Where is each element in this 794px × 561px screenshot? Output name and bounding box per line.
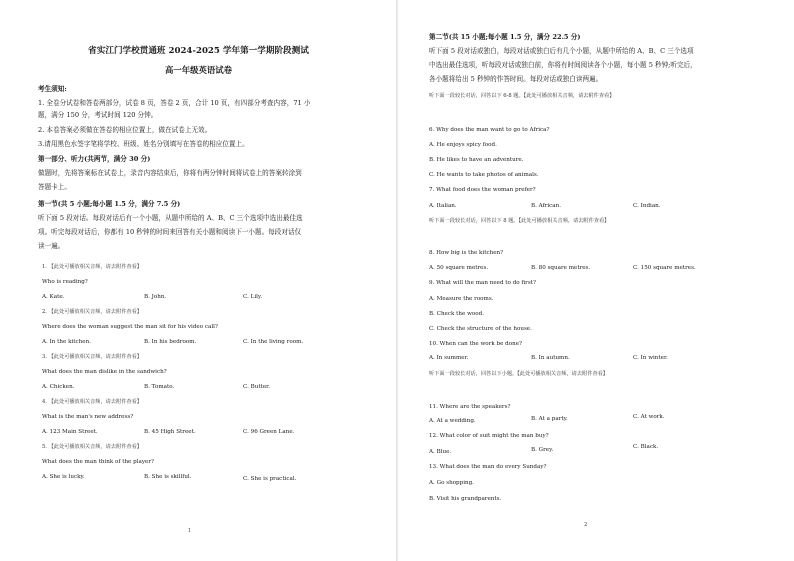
question-text: Where does the woman suggest the man sit for his video call? <box>42 324 218 330</box>
option-c: C. Indian. <box>633 203 661 209</box>
option-b: B. Visit his grandparents. <box>429 496 502 502</box>
option-b: B. In autumn. <box>531 355 570 361</box>
option-c: C. Check the structure of the house. <box>429 326 532 332</box>
page-number: 1 <box>188 528 192 534</box>
option-b: B. He likes to have an adventure. <box>429 157 524 163</box>
exam-page-2 <box>397 0 794 561</box>
option-a: A. In summer. <box>429 355 469 361</box>
exam-title: 省实江门学校贯通班 2024-2025 学年第一学期阶段测试 <box>88 46 309 56</box>
part1-instruction: 答题卡上。 <box>38 183 71 191</box>
option-b: B. 80 square metres. <box>531 265 591 271</box>
option-b: B. In his bedroom. <box>144 339 197 345</box>
option-b: B. Check the wood. <box>429 311 484 317</box>
section1-instruction: 项。听完每段对话后，你都有 10 秒钟的时间来回答有关小题和阅读下一小题。每段对话仅 <box>38 228 302 236</box>
option-b: B. Tomato. <box>144 384 175 390</box>
option-c: C. In the living room. <box>243 339 304 345</box>
question-text: 10. When can the work be done? <box>429 341 523 347</box>
option-c: C. Black. <box>633 444 659 450</box>
notice-line: 1. 全卷分试卷和答卷两部分，试卷 8 页，答卷 2 页，合计 10 页，有四部分考查内容，71 小 <box>38 99 311 107</box>
section1-heading: 第一节(共 5 小题;每小题 1.5 分，满分 7.5 分) <box>38 200 181 208</box>
audio-note: 听下面一段较长对话，回答以下 8 题。【此处可播放相关音频，请去附件查看】 <box>429 218 610 224</box>
question-text: 12. What color of suit might the man buy? <box>429 433 549 439</box>
question-text: What does the man think of the player? <box>42 459 154 465</box>
option-a: A. She is lucky. <box>42 474 85 480</box>
option-c: C. 150 square metres. <box>633 265 696 271</box>
audio-note: 听下面一段较长对话，回答以下小题。【此处可播放相关音频，请去附件查看】 <box>429 371 608 377</box>
audio-note: 3. 【此处可播放相关音频，请去附件查看】 <box>42 354 142 360</box>
option-c: C. Butter. <box>243 384 270 390</box>
section2-instruction: 各小题将给出 5 秒钟的作答时间。每段对话或独白读两遍。 <box>429 75 603 83</box>
audio-note: 1. 【此处可播放相关音频，请去附件查看】 <box>42 264 142 270</box>
section2-heading: 第二节(共 15 小题;每小题 1.5 分，满分 22.5 分) <box>429 33 581 41</box>
question-text: 13. What does the man do every Sunday? <box>429 464 547 470</box>
option-a: A. Blue. <box>429 449 452 455</box>
question-text: What is the man's new address? <box>42 414 134 420</box>
question-text: 6. Why does the man want to go to Africa? <box>429 127 550 133</box>
option-a: A. Kate. <box>42 294 65 300</box>
page-number: 2 <box>584 522 588 528</box>
question-text: 7. What food does the woman prefer? <box>429 187 536 193</box>
option-a: A. 123 Main Street. <box>42 429 98 435</box>
option-b: B. John. <box>144 294 167 300</box>
audio-note: 5. 【此处可播放相关音频，请去附件查看】 <box>42 444 142 450</box>
question-text: 11. Where are the speakers? <box>429 404 511 410</box>
option-b: B. African. <box>531 203 561 209</box>
audio-note: 听下面一段较长对话，回答以下 6-8 题。【此处可播放相关音频，请去附件查看】 <box>429 93 615 99</box>
option-b: B. She is skillful. <box>144 474 192 480</box>
option-a: A. 50 square metres. <box>429 265 489 271</box>
option-a: A. He enjoys spicy food. <box>429 142 497 148</box>
option-a: A. At a wedding. <box>429 418 476 424</box>
option-b: B. Grey. <box>531 447 554 453</box>
option-c: C. She is practical. <box>243 476 297 482</box>
question-text: 9. What will the man need to do first? <box>429 280 536 286</box>
notice-line: 2. 本卷答案必须做在答卷的相应位置上，做在试卷上无效。 <box>38 126 212 134</box>
section2-instruction: 听下面 5 段对话或独白，每段对话或独白后有几个小题，从题中所给的 A、B、C 三个选项 <box>429 47 694 55</box>
audio-note: 4. 【此处可播放相关音频，请去附件查看】 <box>42 399 142 405</box>
option-b: B. 45 High Street. <box>144 429 196 435</box>
option-c: C. He wants to take photos of animals. <box>429 172 539 178</box>
part1-instruction: 做题时，先将答案标在试卷上，录音内容结束后，你将有两分钟时间将试卷上的答案转涂到 <box>38 169 302 177</box>
section1-instruction: 读一遍。 <box>38 242 65 250</box>
option-c: C. In winter. <box>633 355 668 361</box>
audio-note: 2. 【此处可播放相关音频，请去附件查看】 <box>42 309 142 315</box>
question-text: 8. How big is the kitchen? <box>429 250 504 256</box>
option-a: A. Measure the rooms. <box>429 296 494 302</box>
option-c: C. At work. <box>633 414 665 420</box>
option-c: C. Lily. <box>243 294 263 300</box>
option-c: C. 96 Green Lane. <box>243 429 295 435</box>
notice-line: 题，满分 150 分，考试时间 120 分钟。 <box>38 111 158 119</box>
exam-subtitle: 高一年级英语试卷 <box>165 65 232 75</box>
notice-heading: 考生须知: <box>38 85 67 93</box>
section2-instruction: 中选出最佳选项，听每段对话或独白前，你将有时间阅读各个小题，每小题 5 秒钟;听完后， <box>429 61 697 69</box>
option-a: A. Chicken. <box>42 384 75 390</box>
part1-heading: 第一部分、听力(共两节，满分 30 分) <box>38 155 151 163</box>
section1-instruction: 听下面 5 段对话。每段对话后有一个小题，从题中所给的 A、B、C 三个选项中选出最佳选 <box>38 214 303 222</box>
option-a: A. Italian. <box>429 203 457 209</box>
option-a: A. Go shopping. <box>429 480 474 486</box>
option-a: A. In the kitchen. <box>42 339 91 345</box>
question-text: What does the man dislike in the sandwich? <box>42 369 167 375</box>
notice-line: 3.请用黑色水签字笔将学校、班级、姓名分别填写在答卷的相应位置上。 <box>38 140 249 148</box>
option-b: B. At a party. <box>531 416 568 422</box>
question-text: Who is reading? <box>42 279 88 285</box>
